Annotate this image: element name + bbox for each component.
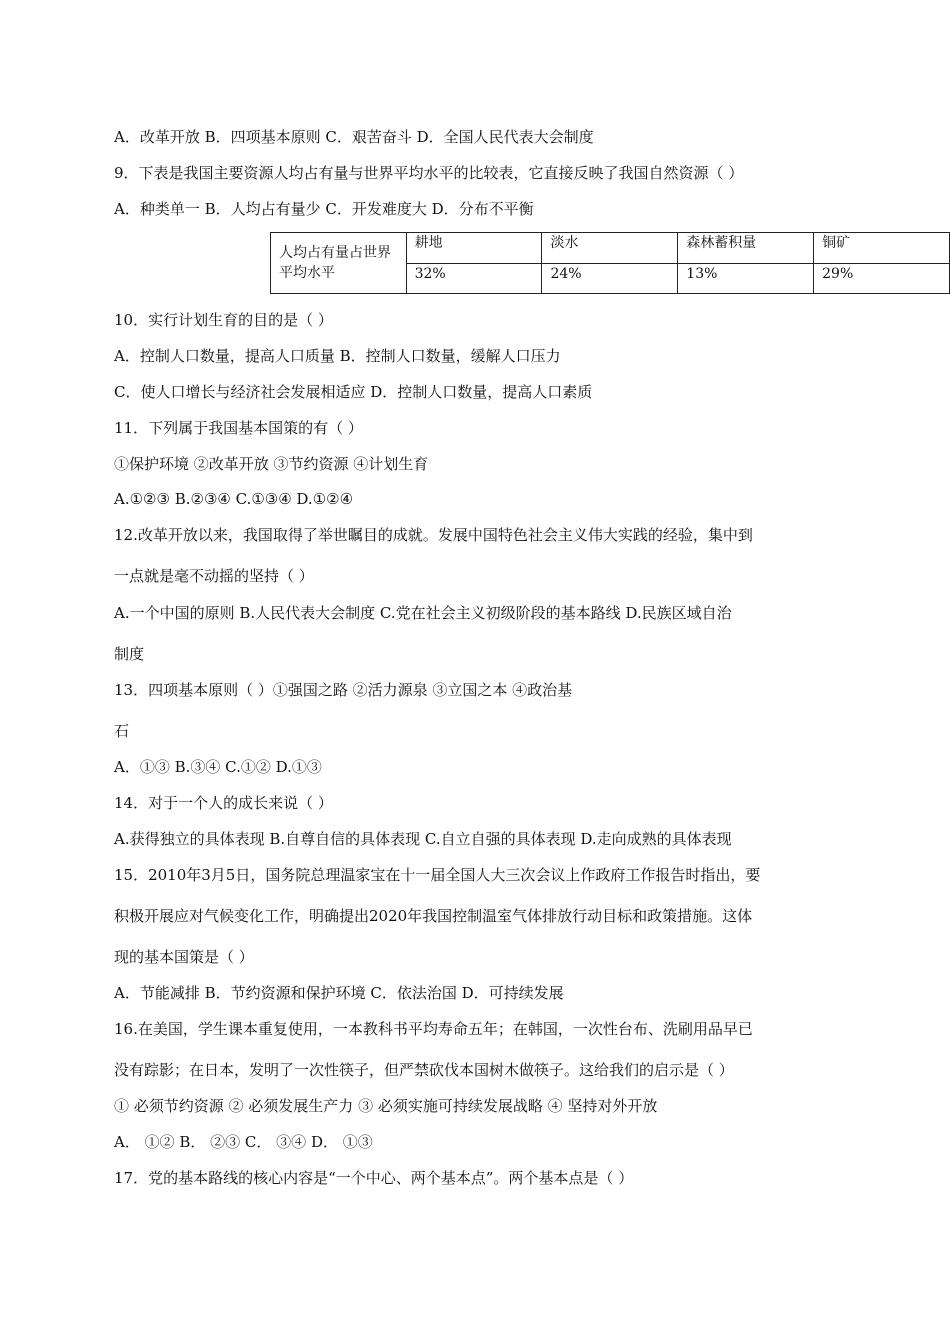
q15-stem-2: 积极开展应对气候变化工作，明确提出2020年我国控制温室气体排放行动目标和政策措施。这体 (114, 907, 753, 925)
col-freshwater: 淡水 (542, 233, 678, 264)
q16-items: ① 必须节约资源 ② 必须发展生产力 ③ 必须实施可持续发展战略 ④ 坚持对外开放 (114, 1097, 658, 1115)
q14-stem: 14．对于一个人的成长来说（ ） (114, 794, 333, 812)
q15-stem-3: 现的基本国策是（ ） (114, 948, 254, 966)
q16-stem: 16.在美国，学生课本重复使用，一本教科书平均寿命五年；在韩国，一次性台布、洗刷用品早已 (114, 1020, 753, 1038)
q9-stem: 9．下表是我国主要资源人均占有量与世界平均水平的比较表，它直接反映了我国自然资源（ ） (114, 164, 744, 182)
q8-options: A．改革开放 B．四项基本原则 C．艰苦奋斗 D．全国人民代表大会制度 (114, 128, 594, 146)
q12-stem-cont: 一点就是毫不动摇的坚持（ ） (114, 567, 314, 585)
q11-stem: 11．下列属于我国基本国策的有（ ） (114, 419, 363, 437)
val-copper: 29% (814, 263, 950, 294)
resource-comparison-table (270, 232, 950, 294)
q10-options-cd: C．使人口增长与经济社会发展相适应 D．控制人口数量，提高人口素质 (114, 383, 593, 401)
q10-options-ab: A．控制人口数量，提高人口质量 B．控制人口数量，缓解人口压力 (114, 347, 561, 365)
q17-stem: 17．党的基本路线的核心内容是“一个中心、两个基本点”。两个基本点是（ ） (114, 1169, 634, 1187)
table-header-cell: 人均占有量占世界平均水平 (271, 233, 407, 294)
q11-items: ①保护环境 ②改革开放 ③节约资源 ④计划生育 (114, 455, 429, 473)
q12-stem: 12.改革开放以来，我国取得了举世瞩目的成就。发展中国特色社会主义伟大实践的经验，集中到 (114, 526, 753, 544)
col-farmland: 耕地 (406, 233, 542, 264)
val-forest: 13% (678, 263, 814, 294)
q11-options: A.①②③ B.②③④ C.①③④ D.①②④ (114, 490, 354, 508)
q12-options-cont: 制度 (114, 645, 145, 663)
col-copper: 铜矿 (814, 233, 950, 264)
q10-stem: 10．实行计划生育的目的是（ ） (114, 311, 333, 329)
q16-options: A． ①② B． ②③ C． ③④ D． ①③ (114, 1133, 373, 1151)
val-farmland: 32% (406, 263, 542, 294)
q13-stem-cont: 石 (114, 722, 130, 740)
q12-options: A.一个中国的原则 B.人民代表大会制度 C.党在社会主义初级阶段的基本路线 D.民族区域自治 (114, 604, 732, 622)
q13-options: A．①③ B.③④ C.①② D.①③ (114, 758, 322, 776)
col-forest: 森林蓄积量 (678, 233, 814, 264)
q16-stem-2: 没有踪影；在日本，发明了一次性筷子，但严禁砍伐本国树木做筷子。这给我们的启示是（ ） (114, 1061, 734, 1079)
q14-options: A.获得独立的具体表现 B.自尊自信的具体表现 C.自立自强的具体表现 D.走向成熟的具体表现 (114, 830, 732, 848)
q15-options: A．节能减排 B．节约资源和保护环境 C．依法治国 D．可持续发展 (114, 984, 564, 1002)
q15-stem: 15．2010年3月5日，国务院总理温家宝在十一届全国人大三次会议上作政府工作报告时指出，要 (114, 866, 761, 884)
q9-options: A．种类单一 B．人均占有量少 C．开发难度大 D．分布不平衡 (114, 200, 534, 218)
val-freshwater: 24% (542, 263, 678, 294)
q13-stem: 13．四项基本原则（ ）①强国之路 ②活力源泉 ③立国之本 ④政治基 (114, 681, 573, 699)
